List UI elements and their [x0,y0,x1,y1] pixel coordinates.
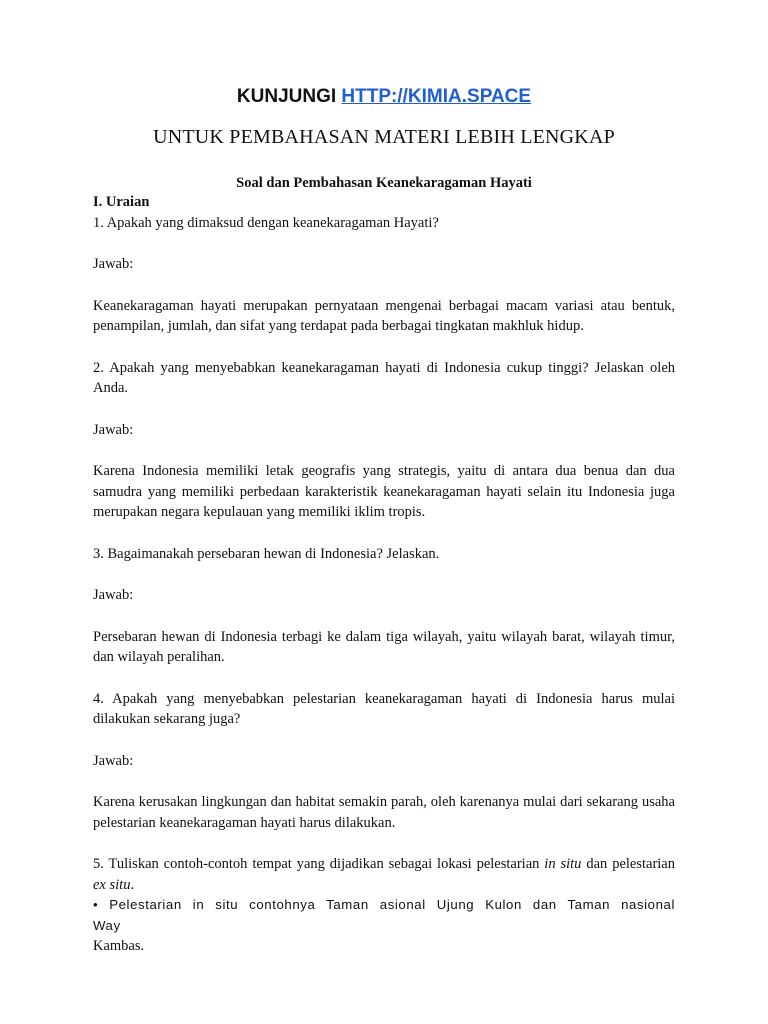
section-heading: I. Uraian [93,194,150,210]
answer-4: Karena kerusakan lingkungan dan habitat semakin parah, oleh karenanya mulai dari sekarang usaha pelestarian keanekaragaman hayati harus dilakukan. [93,794,675,831]
document-title: Soal dan Pembahasan Keanekaragaman Hayati [236,175,532,191]
question-5 [93,854,675,895]
q5-part1: 5. Tuliskan contoh-contoh tempat yang dijadikan sebagai lokasi pelestarian [93,856,545,872]
answer-label-4: Jawab: [93,752,134,769]
answer-2: Karena Indonesia memiliki letak geografis yang strategis, yaitu di antara dua benua dan dua samudra yang memiliki perbedaan karakteristik keanekaragaman hayati selain itu Indonesia juga merupakan negara kepulauan yang memiliki iklim tropis. [93,463,675,520]
document-body [93,192,675,957]
answer-1: Keanekaragaman hayati merupakan pernyataan mengenai berbagai macam variasi atau bentuk, penampilan, jumlah, dan sifat yang terdapat pada berbagai tingkatan makhluk hidup. [93,297,675,334]
q5-part2: dan pelestarian [581,856,675,872]
question-2: 2. Apakah yang menyebabkan keanekaragaman hayati di Indonesia cukup tinggi? Jelaskan oleh Anda. [93,359,675,396]
question-1: 1. Apakah yang dimaksud dengan keanekaragaman Hayati? [93,214,439,231]
bullet-in-situ-cont [93,936,675,957]
bullet-continuation: Kambas. [93,938,145,954]
answer-3: Persebaran hewan di Indonesia terbagi ke dalam tiga wilayah, yaitu wilayah barat, wilayah timur, dan wilayah peralihan. [93,628,675,665]
visit-label: KUNJUNGI [236,86,337,107]
bullet-in-situ: • Pelestarian in situ contohnya Taman asional Ujung Kulon dan Taman nasional Way [93,897,675,933]
q5-part3: . [130,876,135,893]
answer-label-2: Jawab: [93,421,134,438]
question-4: 4. Apakah yang menyebabkan pelestarian keanekaragaman hayati di Indonesia harus mulai dilakukan sekarang juga? [93,690,675,727]
q5-ex-situ: ex situ [93,876,131,893]
answer-label-3: Jawab: [93,587,134,603]
subtitle: UNTUK PEMBAHASAN MATERI LEBIH LENGKAP [153,126,615,148]
answer-label-1: Jawab: [93,256,134,272]
visit-banner [93,86,675,108]
question-3: 3. Bagaimanakah persebaran hewan di Indonesia? Jelaskan. [93,545,440,562]
kimia-space-link[interactable]: HTTP://KIMIA.SPACE [341,86,532,107]
q5-in-situ: in situ [544,856,582,872]
